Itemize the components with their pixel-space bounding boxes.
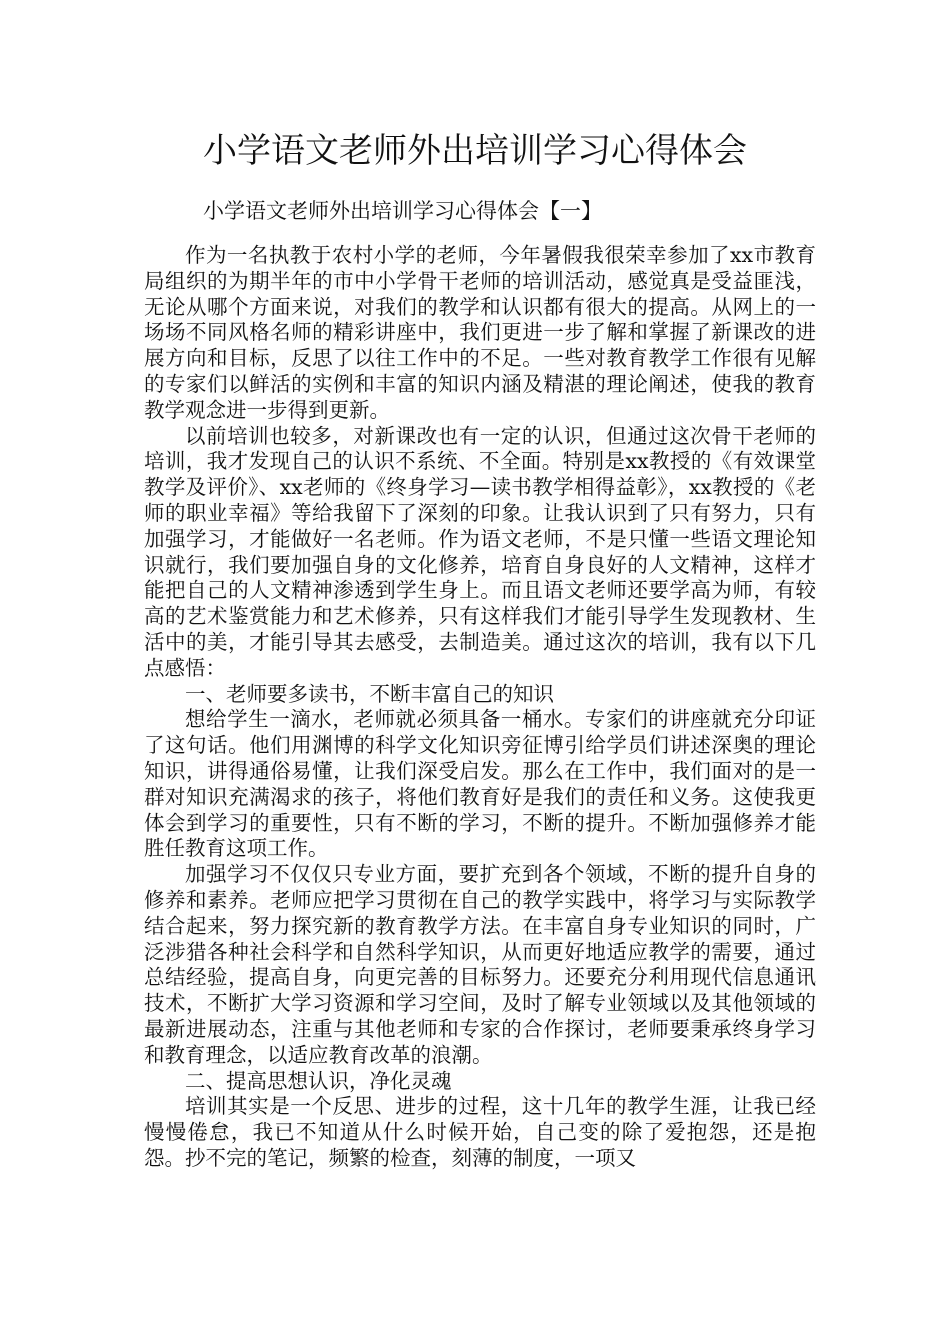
section-heading-1: 一、老师要多读书，不断丰富自己的知识: [185, 681, 554, 706]
paragraph-intro: 作为一名执教于农村小学的老师，今年暑假我很荣幸参加了xx市教育局组织的为期半年的市中小学骨干老师的培训活动，感觉真是受益匪浅，无论从哪个方面来说，对我们的教学和认识都有很大的提高。从网上的一场场不同风格名师的精彩讲座中，我们更进一步了解和掌握了新课改的进展方向和目标，反思了以往工作中的不足。一些对教育教学工作很有见解的专家们以鲜活的实例和丰富的知识内涵及精湛的理论阐述，使我的教育教学观念进一步得到更新。: [144, 243, 816, 422]
paragraph-reflection: 培训其实是一个反思、进步的过程，这十几年的教学生涯，让我已经慢慢倦怠，我已不知道从什么时候开始，自己变的除了爱抱怨，还是抱怨。抄不完的笔记，频繁的检查，刻薄的制度，一项又: [144, 1094, 816, 1170]
document-subtitle: 小学语文老师外出培训学习心得体会【一】: [203, 199, 602, 223]
section-heading-2: 二、提高思想认识，净化灵魂: [185, 1068, 452, 1093]
document-title: 小学语文老师外出培训学习心得体会: [203, 131, 747, 171]
paragraph-learning: 加强学习不仅仅只专业方面，要扩充到各个领域，不断的提升自身的修养和素养。老师应把学习贯彻在自己的教学实践中，将学习与实际教学结合起来，努力探究新的教育教学方法。在丰富自身专业知识的同时，广泛涉猎各种社会科学和自然科学知识，从而更好地适应教学的需要，通过总结经验，提高自身，向更完善的目标努力。还要充分利用现代信息通讯技术，不断扩大学习资源和学习空间，及时了解专业领域以及其他领域的最新进展动态，注重与其他老师和专家的合作探讨，老师要秉承终身学习和教育理念，以适应教育改革的浪潮。: [144, 862, 816, 1067]
paragraph-reading: 想给学生一滴水，老师就必须具备一桶水。专家们的讲座就充分印证了这句话。他们用渊博的科学文化知识旁征博引给学员们讲述深奥的理论知识，讲得通俗易懂，让我们深受启发。那么在工作中，我们面对的是一群对知识充满渴求的孩子，将他们教育好是我们的责任和义务。这使我更体会到学习的重要性，只有不断的学习，不断的提升。不断加强修养才能胜任教育这项工作。: [144, 707, 816, 861]
paragraph-training: 以前培训也较多，对新课改也有一定的认识，但通过这次骨干老师的培训，我才发现自己的认识不系统、不全面。特别是xx教授的《有效课堂教学及评价》、xx老师的《终身学习—读书教学相得益彰》，xx教授的《老师的职业幸福》等给我留下了深刻的印象。让我认识到了只有努力，只有加强学习，才能做好一名老师。作为语文老师，不是只懂一些语文理论知识就行，我们要加强自身的文化修养，培育自身良好的人文精神，这样才能把自己的人文精神渗透到学生身上。而且语文老师还要学高为师，有较高的艺术鉴赏能力和艺术修养，只有这样我们才能引导学生发现教材、生活中的美，才能引导其去感受，去制造美。通过这次的培训，我有以下几点感悟：: [144, 423, 816, 680]
document-body: [144, 243, 816, 1172]
